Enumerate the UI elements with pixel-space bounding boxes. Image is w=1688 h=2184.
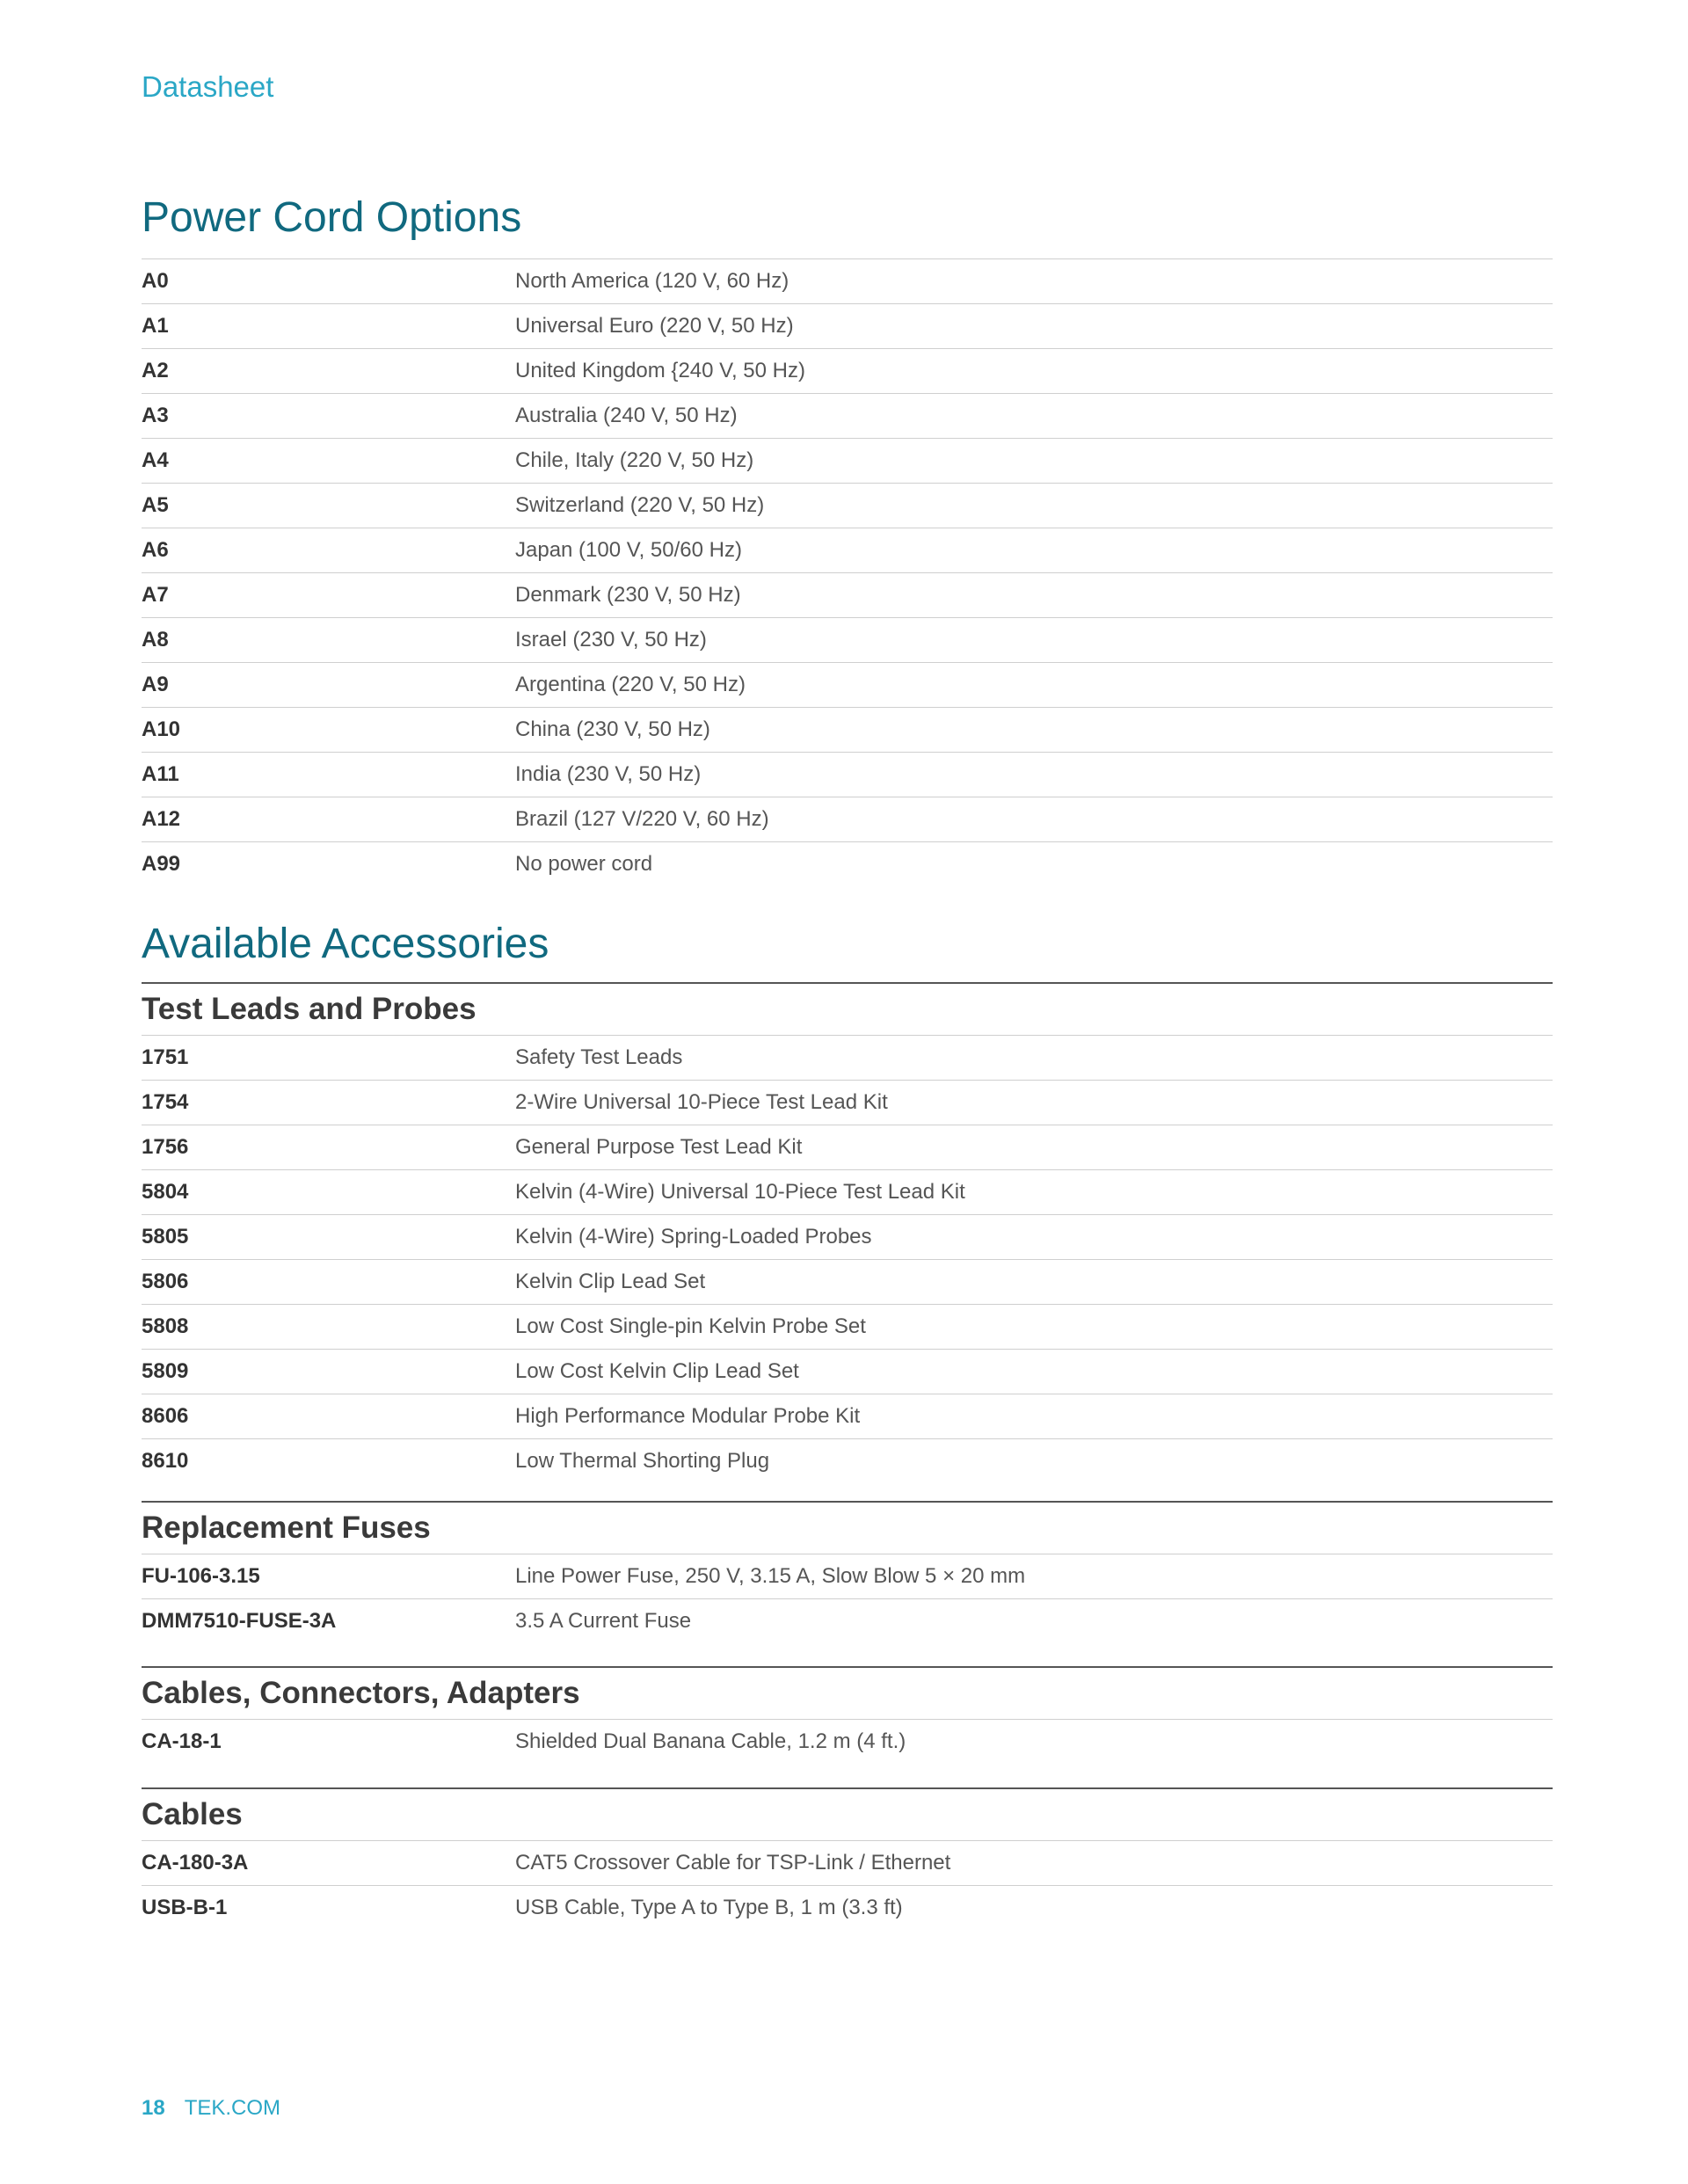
part-description: United Kingdom {240 V, 50 Hz) (515, 359, 805, 382)
part-description: Chile, Italy (220 V, 50 Hz) (515, 448, 754, 472)
accessory-group-test-leads (142, 982, 1553, 1483)
part-code: 1751 (142, 1045, 189, 1069)
part-code: 5808 (142, 1314, 189, 1338)
part-description: Argentina (220 V, 50 Hz) (515, 673, 746, 696)
table-row (142, 393, 1553, 438)
part-description: Safety Test Leads (515, 1045, 683, 1069)
part-description: CAT5 Crossover Cable for TSP-Link / Ethernet (515, 1851, 951, 1875)
part-code: A9 (142, 673, 169, 696)
part-code: A12 (142, 807, 181, 831)
part-code: CA-180-3A (142, 1851, 249, 1875)
table-row (142, 348, 1553, 393)
part-code: A10 (142, 717, 181, 741)
part-code: A3 (142, 404, 169, 427)
part-code: FU-106-3.15 (142, 1564, 260, 1588)
part-description: Line Power Fuse, 250 V, 3.15 A, Slow Blow 5 × 20 mm (515, 1564, 1026, 1588)
page-number: 18 (142, 2096, 165, 2120)
part-description: North America (120 V, 60 Hz) (515, 269, 789, 293)
table-row (142, 572, 1553, 617)
part-code: USB-B-1 (142, 1896, 228, 1919)
page-footer (142, 2096, 280, 2121)
table-row (142, 752, 1553, 797)
part-description: General Purpose Test Lead Kit (515, 1135, 803, 1159)
part-description: China (230 V, 50 Hz) (515, 717, 710, 741)
power-cord-table (142, 258, 1553, 886)
table-row (142, 438, 1553, 483)
part-description: No power cord (515, 852, 653, 876)
table-row (142, 1035, 1553, 1080)
table-row (142, 1394, 1553, 1438)
part-code: A2 (142, 359, 169, 382)
table-row (142, 528, 1553, 572)
table-row (142, 1259, 1553, 1304)
group-title: Replacement Fuses (142, 1511, 431, 1545)
table-row (142, 797, 1553, 841)
part-code: A6 (142, 538, 169, 562)
part-code: A99 (142, 852, 181, 876)
power-cord-options-title: Power Cord Options (142, 194, 522, 241)
part-code: A5 (142, 493, 169, 517)
part-code: A1 (142, 314, 169, 338)
part-description: Switzerland (220 V, 50 Hz) (515, 493, 765, 517)
footer-site-link[interactable]: TEK.COM (184, 2096, 281, 2120)
part-description: Low Cost Kelvin Clip Lead Set (515, 1359, 799, 1383)
part-description: Australia (240 V, 50 Hz) (515, 404, 738, 427)
part-code: 5804 (142, 1180, 189, 1204)
accessory-group-replacement-fuses (142, 1501, 1553, 1643)
table-row (142, 617, 1553, 662)
table-row (142, 841, 1553, 886)
part-code: 8606 (142, 1404, 189, 1428)
accessory-group-cables-connectors-adapters (142, 1666, 1553, 1764)
part-code: 5805 (142, 1225, 189, 1249)
table-row (142, 1438, 1553, 1483)
part-description: India (230 V, 50 Hz) (515, 762, 702, 786)
table-row (142, 1598, 1553, 1643)
part-description: Shielded Dual Banana Cable, 1.2 m (4 ft.) (515, 1729, 906, 1753)
part-code: 8610 (142, 1449, 189, 1473)
part-code: 5806 (142, 1270, 189, 1293)
document-type-label: Datasheet (142, 70, 274, 103)
group-title: Cables (142, 1797, 243, 1831)
part-description: Kelvin (4-Wire) Universal 10-Piece Test Lead Kit (515, 1180, 965, 1204)
table-row (142, 258, 1553, 303)
table-row (142, 1169, 1553, 1214)
part-description: Kelvin Clip Lead Set (515, 1270, 706, 1293)
part-description: Universal Euro (220 V, 50 Hz) (515, 314, 794, 338)
part-code: 1754 (142, 1090, 189, 1114)
part-code: A11 (142, 762, 179, 786)
table-row (142, 1349, 1553, 1394)
table-row (142, 1719, 1553, 1764)
part-code: CA-18-1 (142, 1729, 222, 1753)
part-description: High Performance Modular Probe Kit (515, 1404, 861, 1428)
table-row (142, 1304, 1553, 1349)
table-row (142, 1554, 1553, 1598)
table-row (142, 707, 1553, 752)
table-row (142, 1840, 1553, 1885)
table-row (142, 662, 1553, 707)
part-code: A4 (142, 448, 169, 472)
part-description: Low Thermal Shorting Plug (515, 1449, 770, 1473)
part-description: USB Cable, Type A to Type B, 1 m (3.3 ft) (515, 1896, 903, 1919)
table-row (142, 1080, 1553, 1125)
part-description: Kelvin (4-Wire) Spring-Loaded Probes (515, 1225, 872, 1249)
table-row (142, 1125, 1553, 1169)
part-code: 5809 (142, 1359, 189, 1383)
part-description: Low Cost Single-pin Kelvin Probe Set (515, 1314, 866, 1338)
part-description: 2-Wire Universal 10-Piece Test Lead Kit (515, 1090, 888, 1114)
accessory-group-cables (142, 1787, 1553, 1930)
part-code: DMM7510-FUSE-3A (142, 1609, 337, 1633)
part-code: 1756 (142, 1135, 189, 1159)
table-row (142, 303, 1553, 348)
part-description: Israel (230 V, 50 Hz) (515, 628, 707, 652)
available-accessories-title: Available Accessories (142, 921, 549, 967)
part-code: A0 (142, 269, 169, 293)
group-title: Test Leads and Probes (142, 992, 477, 1026)
part-description: 3.5 A Current Fuse (515, 1609, 692, 1633)
group-title: Cables, Connectors, Adapters (142, 1676, 580, 1710)
table-row (142, 1214, 1553, 1259)
part-description: Brazil (127 V/220 V, 60 Hz) (515, 807, 769, 831)
part-description: Denmark (230 V, 50 Hz) (515, 583, 741, 607)
part-description: Japan (100 V, 50/60 Hz) (515, 538, 742, 562)
part-code: A7 (142, 583, 169, 607)
table-row (142, 483, 1553, 528)
part-code: A8 (142, 628, 169, 652)
table-row (142, 1885, 1553, 1930)
